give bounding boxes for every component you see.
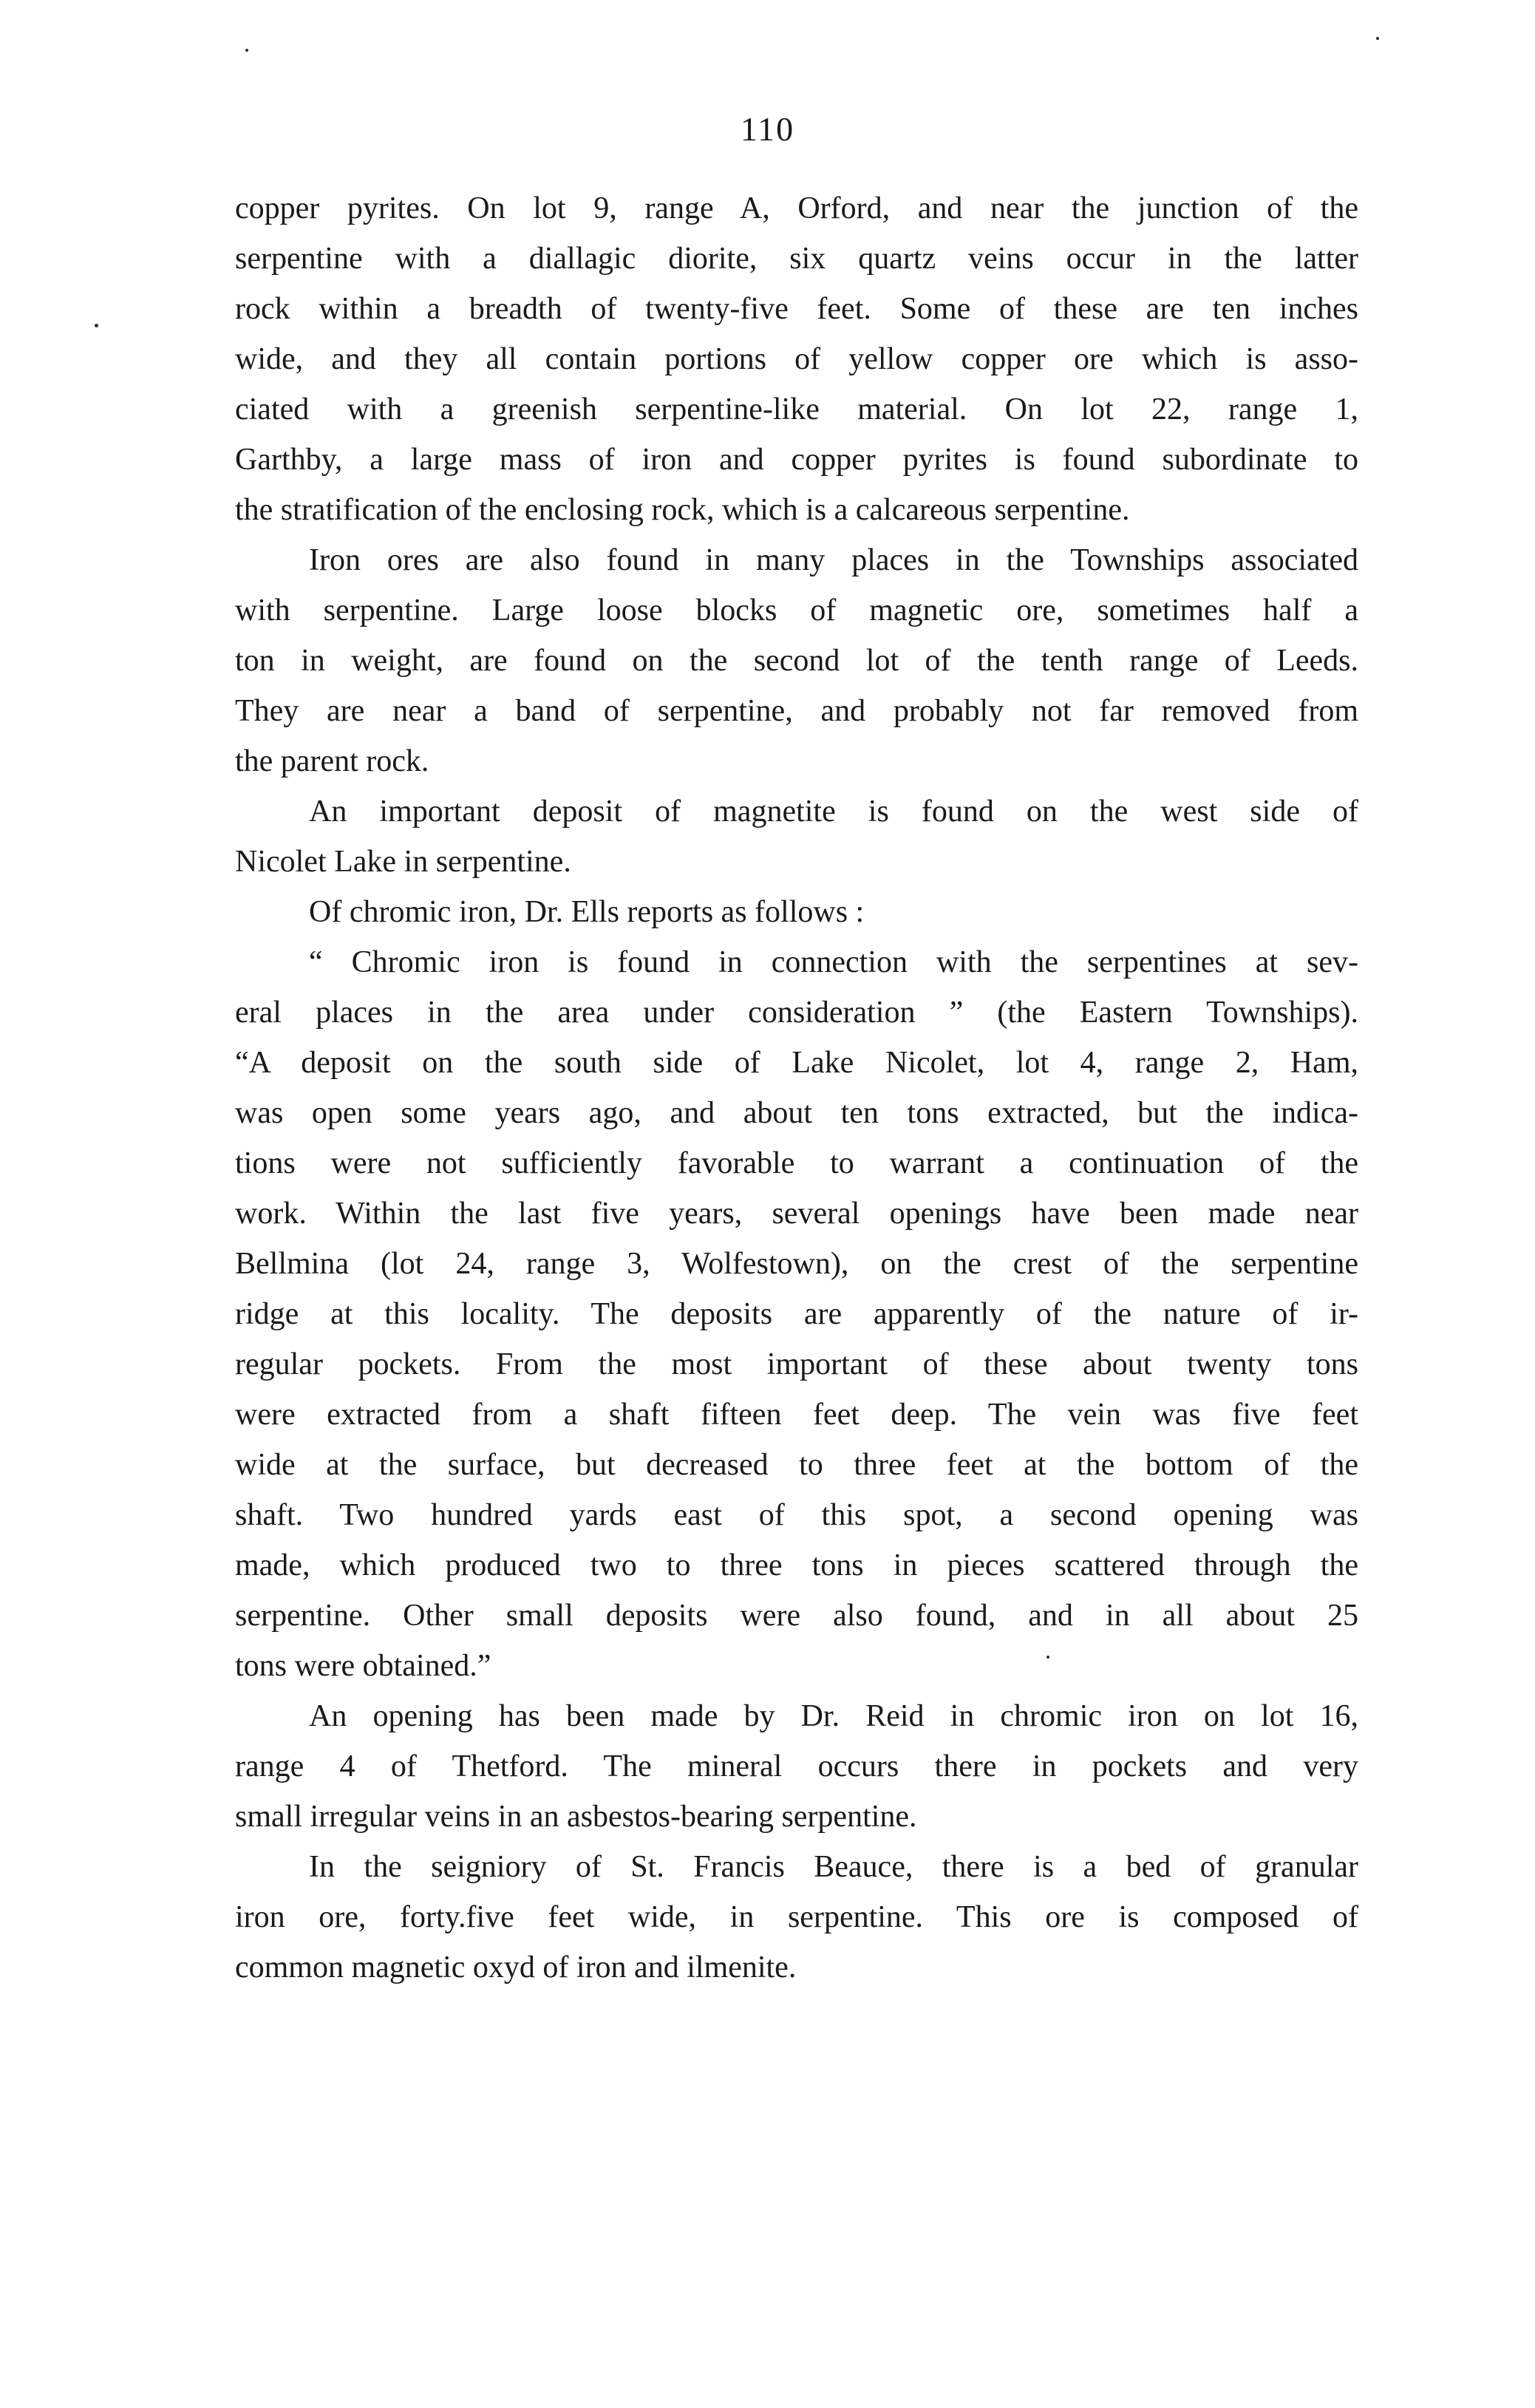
text-line: the stratification of the enclosing rock, which is a calcareous serpentine. [235,493,1130,527]
text-line: with serpentine. Large loose blocks of magnetic ore, sometimes half a [235,594,1358,627]
text-line: the parent rock. [235,744,429,778]
text-line: iron ore, forty.five feet wide, in serpentine. This ore is composed of [235,1900,1358,1934]
paragraph-iron-ores [235,535,1358,786]
text-line: An important deposit of magnetite is found on the west side of [309,795,1358,829]
text-line: Iron ores are also found in many places in the Townships associated [309,543,1358,577]
text-line: was open some years ago, and about ten tons extracted, but the indica- [235,1096,1358,1130]
text-line: common magnetic oxyd of iron and ilmenite. [235,1950,797,1984]
text-line: They are near a band of serpentine, and probably not far removed from [235,694,1358,728]
text-line: work. Within the last five years, several openings have been made near [235,1197,1358,1231]
text-line: made, which produced two to three tons in pieces scattered through the [235,1548,1358,1582]
text-line: Nicolet Lake in serpentine. [235,845,571,879]
text-line: regular pockets. From the most important of these about twenty tons [235,1347,1358,1381]
paragraph-ells-intro [235,887,1358,937]
text-line: “A deposit on the south side of Lake Nicolet, lot 4, range 2, Ham, [235,1046,1358,1080]
scan-speck [95,324,98,327]
text-line: range 4 of Thetford. The mineral occurs there in pockets and very [235,1749,1358,1783]
paragraph-seigniory [235,1842,1358,1993]
text-line: serpentine. Other small deposits were also found, and in all about 25 [235,1599,1358,1633]
text-line: wide, and they all contain portions of yellow copper ore which is asso- [235,342,1358,376]
body-text [235,183,1358,1993]
scan-speck [1376,37,1379,40]
text-line: small irregular veins in an asbestos-bearing serpentine. [235,1800,917,1834]
text-line: ton in weight, are found on the second lot of the tenth range of Leeds. [235,644,1358,678]
text-line: “ Chromic iron is found in connection with the serpentines at sev- [309,945,1358,979]
text-line: Garthby, a large mass of iron and copper pyrites is found subordinate to [235,443,1358,477]
text-line: shaft. Two hundred yards east of this spot, a second opening was [235,1498,1358,1532]
text-line: rock within a breadth of twenty-five feet. Some of these are ten inches [235,292,1358,326]
scan-speck [245,49,248,52]
paragraph-magnetite [235,786,1358,887]
text-line: An opening has been made by Dr. Reid in chromic iron on lot 16, [309,1699,1358,1733]
text-line: In the seigniory of St. Francis Beauce, there is a bed of granular [309,1850,1358,1884]
text-line: ridge at this locality. The deposits are apparently of the nature of ir- [235,1297,1358,1331]
text-line: Of chromic iron, Dr. Ells reports as follows : [309,895,865,929]
text-line: serpentine with a diallagic diorite, six quartz veins occur in the latter [235,242,1358,276]
text-line: tons were obtained.” [235,1649,491,1683]
text-line: copper pyrites. On lot 9, range A, Orford, and near the junction of the [235,191,1358,225]
text-line: wide at the surface, but decreased to three feet at the bottom of the [235,1448,1358,1482]
text-line: ciated with a greenish serpentine-like material. On lot 22, range 1, [235,392,1358,426]
page-number: 110 [740,110,795,148]
paragraph-copper-pyrites [235,183,1358,535]
text-line: Bellmina (lot 24, range 3, Wolfestown), on the crest of the serpentine [235,1247,1358,1281]
paragraph-reid-opening [235,1691,1358,1842]
paragraph-ells-quote [235,937,1358,1691]
text-line: tions were not sufficiently favorable to warrant a continuation of the [235,1146,1358,1180]
text-line: eral places in the area under consideration ” (the Eastern Townships). [235,996,1358,1030]
text-line: were extracted from a shaft fifteen feet deep. The vein was five feet [235,1398,1358,1432]
